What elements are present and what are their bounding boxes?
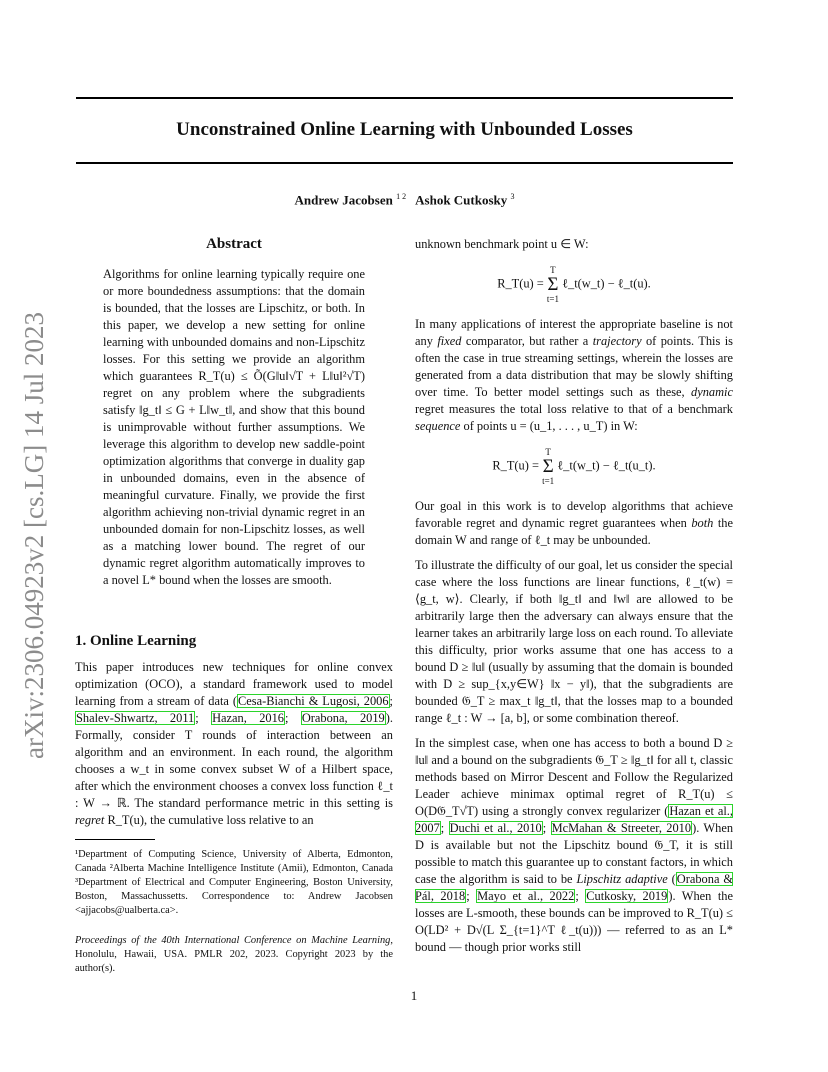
sum-lower: t=1: [542, 476, 555, 486]
arxiv-id: arXiv:2306.04923v2 [cs.LG] 14 Jul 2023: [18, 311, 49, 759]
text-run: In many applications of interest the appropriate baseline is not any: [415, 317, 733, 348]
text-run: the domain W and range of ℓ_t may be unbounded.: [415, 516, 733, 547]
text-run: ;: [285, 711, 301, 725]
text-run: ;: [575, 889, 586, 903]
body-paragraph: To illustrate the difficulty of our goal, let us consider the special case where the loss functions are linear functions, ℓ_t(w) = ⟨g_t, w⟩. Clearly, if both ‖g_t‖ and ‖w‖ are allowed to be arbitrarily large then the adversary can always ensure that the learner takes an arbitrarily large loss on each round. To alleviate this difficulty, prior works assume that one has access to a bound D ≥ ‖u‖ (usually by assuming that the domain is bounded with D ≥ sup_{x,y∈W} ‖x − y‖), that the subgradients are bounded 𝔊_T ≥ max_t ‖g_t‖, that the losses map to a bounded range ℓ_t : W → [a, b], or some combination thereof.: [415, 558, 733, 725]
left-column: [75, 236, 393, 976]
text-run: ). When D is available but not the Lipschitz bound 𝔊_T, it is still possible to match this guarantee up to constant factors, in which case the algorithm is said to be: [415, 821, 734, 886]
affiliation-footnote: ¹Department of Computing Science, University of Alberta, Edmonton, Canada ²Alberta Machine Intelligence Institute (Amii), Edmonton, Canada ³Department of Electrical and Computer Engineering, Boston University, Boston, Massachussetts. Correspondence to: Andrew Jacobsen <ajjacobs@ualberta.ca>.: [75, 849, 393, 916]
text-run: ). Formally, consider T rounds of interaction between an algorithm and an environment. In each round, the algorithm chooses a w_t in some convex subset W of a Hilbert space, after which the environment chooses a convex loss function ℓ_t : W → ℝ. The standard performance metric in this setting is: [75, 711, 393, 810]
abstract-text: Algorithms for online learning typically require one or more boundedness assumptions: that the domain is bounded, that the losses are Lipschitz, or both. In this paper, we develop a new setting for online learning with unbounded domains and non-Lipschitz losses. For this setting we provide an algorithm which guarantees R_T(u) ≤ Õ(G‖u‖√T + L‖u‖²√T) regret on any problem where the subgradients satisfy ‖g_t‖ ≤ G + L‖w_t‖, and show that this bound is unimprovable without further assumptions. We leverage this algorithm to develop new saddle-point optimization algorithms that converge in duality gap in unbounded domains, even in the absence of meaningful curvature. Finally, we provide the first algorithm achieving non-trivial dynamic regret in an unbounded domain for non-Lipschitz losses, as well as a matching lower bound. The regret of our dynamic regret algorithm automatically improves to a novel L* bound when the losses are smooth.: [103, 267, 365, 587]
text-run: ;: [542, 821, 551, 835]
text-run: Our goal in this work is to develop algorithms that achieve favorable regret and dynamic regret guarantees when: [415, 499, 733, 530]
citation-link[interactable]: Cesa-Bianchi & Lugosi, 2006: [238, 694, 389, 708]
text-run: ;: [389, 694, 393, 708]
emphasis: trajectory: [592, 334, 642, 348]
author-name: Ashok Cutkosky: [415, 192, 508, 208]
text-run: ;: [195, 711, 212, 725]
proceedings-note: [75, 934, 393, 976]
equation-rhs: ℓ_t(w_t) − ℓ_t(u).: [562, 276, 651, 291]
body-paragraph: [415, 316, 733, 435]
citation-link[interactable]: Mayo et al., 2022: [477, 889, 575, 903]
proceedings-venue: Proceedings of the 40th International Conference on Machine Learning: [75, 935, 391, 946]
footnote-rule: [75, 839, 155, 840]
citation-link[interactable]: Cutkosky, 2019: [586, 889, 668, 903]
text-run: ;: [440, 821, 449, 835]
emphasis: regret: [75, 813, 105, 827]
paper-title: Unconstrained Online Learning with Unbounded Losses: [176, 119, 633, 140]
emphasis: Lipschitz adaptive: [576, 872, 668, 886]
affiliation-marks: 1 2: [396, 192, 407, 201]
arxiv-watermark: [6, 300, 62, 770]
citation-link[interactable]: Hazan, 2016: [212, 711, 284, 725]
right-column: [415, 236, 733, 956]
summation-symbol: T Σ t=1: [546, 265, 559, 304]
text-run: comparator, but rather a: [461, 334, 593, 348]
body-paragraph: unknown benchmark point u ∈ W:: [415, 237, 589, 251]
body-paragraph: [75, 659, 393, 829]
text-run: In the simplest case, when one has access to both a bound D ≥ ‖u‖ and a bound on the subgradients 𝔊_T ≥ ‖g_t‖ for all t, classic methods based on Mirror Descent and Follow the Regularized Leader achieve minimax optimal regret of R_T(u) ≤ O(D𝔊_T√T) using a strongly convex regularizer (: [415, 736, 733, 818]
citation-link[interactable]: Orabona, 2019: [301, 711, 385, 725]
author-list: [76, 192, 733, 208]
summation-symbol: T Σ t=1: [542, 447, 555, 486]
emphasis: sequence: [415, 419, 461, 433]
abstract-heading: Abstract: [206, 236, 262, 252]
page-number: 1: [410, 988, 418, 1003]
text-run: ;: [466, 889, 477, 903]
citation-link[interactable]: Duchi et al., 2010: [449, 821, 542, 835]
body-paragraph: [415, 498, 733, 549]
citation-link[interactable]: Orabona & Pál, 2018: [415, 872, 733, 903]
text-run: This paper introduces new techniques for online convex optimization (OCO), a standard framework used to model learning from a stream of data (: [75, 660, 393, 708]
text-run: of points u = (u_1, . . . , u_T) in W:: [460, 419, 638, 433]
emphasis: fixed: [437, 334, 462, 348]
citation-link[interactable]: Shalev-Shwartz, 2011: [76, 711, 195, 725]
equation-rhs: ℓ_t(w_t) − ℓ_t(u_t).: [557, 458, 656, 473]
proceedings-details: , Honolulu, Hawaii, USA. PMLR 202, 2023. Copyright 2023 by the author(s).: [75, 935, 393, 974]
body-paragraph: [415, 735, 733, 956]
text-run: (: [667, 872, 676, 886]
citation-link[interactable]: Hazan et al., 2007: [415, 804, 733, 835]
emphasis: dynamic: [691, 385, 733, 399]
equation-lhs: R_T(u) =: [492, 458, 543, 473]
title-rule-top: [76, 97, 733, 99]
text-run: regret measures the total loss relative to that of a benchmark: [415, 402, 733, 416]
affiliation-marks: 3: [510, 192, 515, 201]
emphasis: both: [691, 516, 714, 530]
sum-upper: T: [550, 265, 556, 275]
citation-link[interactable]: McMahan & Streeter, 2010: [551, 821, 692, 835]
text-run: R_T(u), the cumulative loss relative to an: [104, 813, 314, 827]
equation-regret: [415, 265, 733, 304]
equation-dynamic-regret: [415, 447, 733, 486]
text-run: of points. This is often the case in true streaming settings, wherein the losses are generated from a data distribution that may be slowly shifting over time. To better model settings such as these,: [415, 334, 733, 399]
author-name: Andrew Jacobsen: [294, 192, 393, 208]
sum-lower: t=1: [546, 294, 559, 304]
sum-upper: T: [545, 447, 551, 457]
equation-lhs: R_T(u) =: [497, 276, 547, 291]
text-run: ). When the losses are L-smooth, these bounds can be improved to R_T(u) ≤ O(LD² + D√(L Σ_{t=1}^T ℓ_t(u))) — referred to as an L* bound — though prior works still: [415, 889, 733, 954]
section-heading: 1. Online Learning: [75, 633, 197, 649]
title-rule-bottom: [76, 162, 733, 164]
